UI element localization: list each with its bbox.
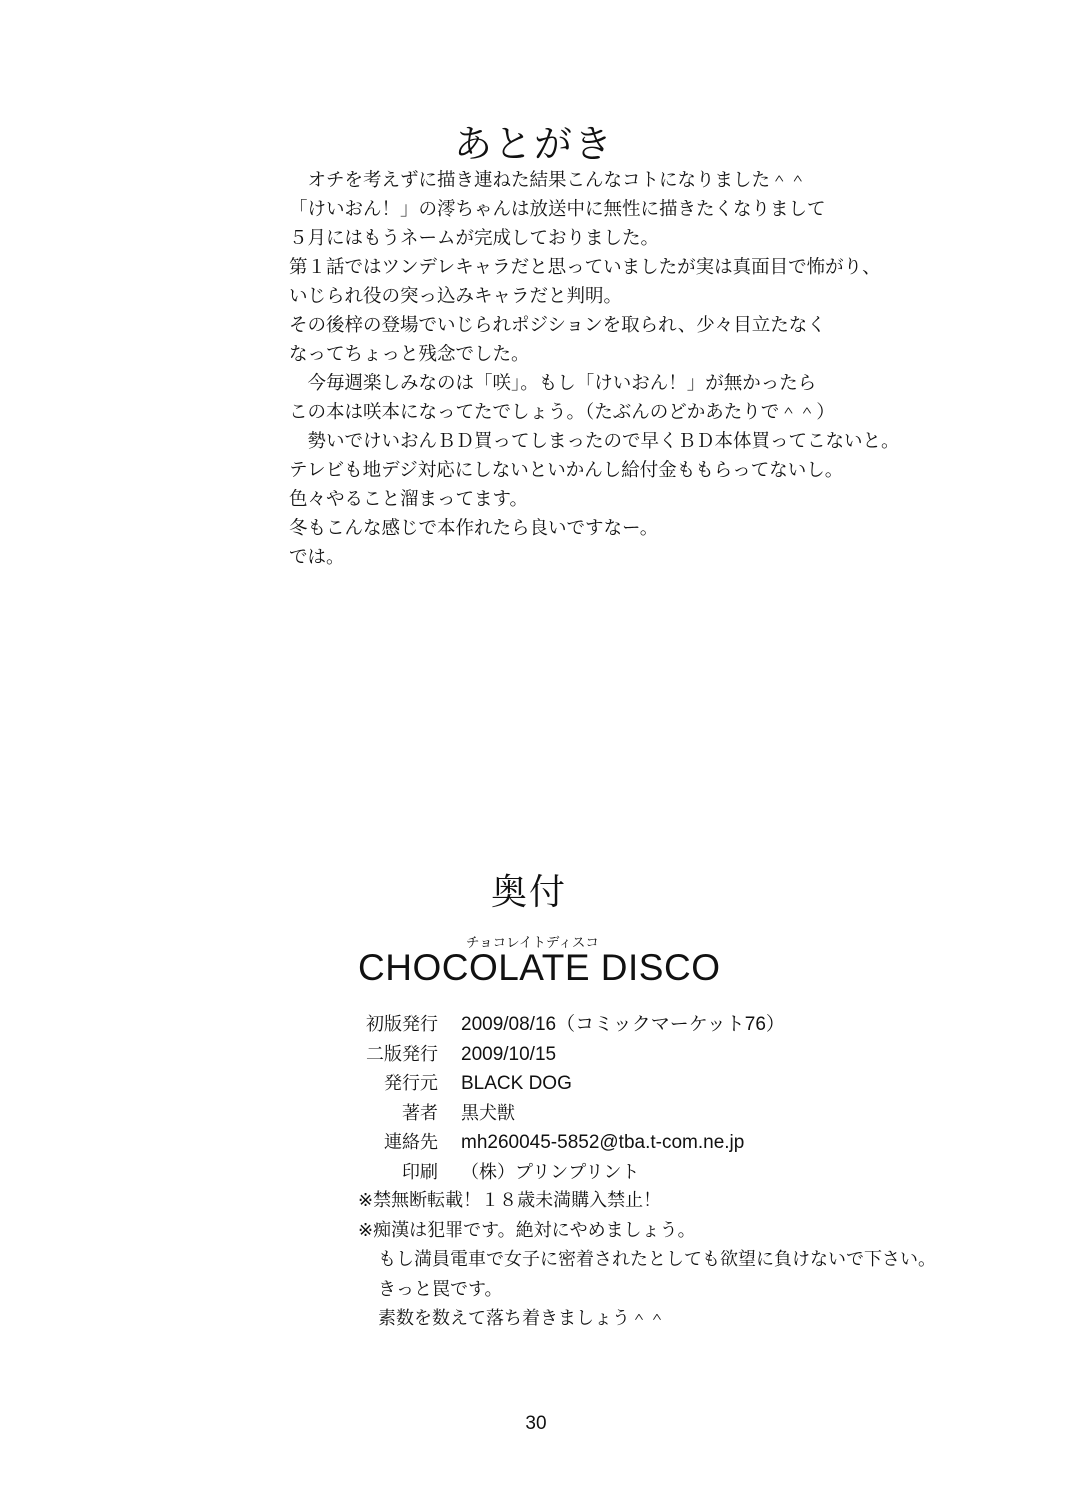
colophon-label: 初版発行	[366, 1014, 438, 1035]
colophon-label: 発行元	[384, 1073, 438, 1094]
colophon-table	[358, 1010, 785, 1187]
colophon-title: 奥付	[490, 872, 567, 913]
page-number: 30	[525, 1413, 547, 1434]
colophon-value: BLACK DOG	[461, 1073, 572, 1094]
note-line: 素数を数えて落ち着きましょう＾＾	[378, 1308, 666, 1329]
colophon-row-author	[358, 1099, 515, 1129]
book-title-ruby: チョコレイトディスコ	[466, 935, 599, 951]
afterword-line: 冬もこんな感じで本作れたら良いですなー。	[289, 518, 659, 539]
afterword-line: では。	[289, 547, 345, 568]
afterword-line: いじられ役の突っ込みキャラだと判明。	[289, 286, 623, 307]
colophon-value: mh260045-5852@tba.t-com.ne.jp	[461, 1132, 745, 1153]
colophon-value: 2009/08/16（コミックマーケット76）	[461, 1014, 785, 1035]
colophon-label: 印刷	[402, 1161, 438, 1183]
afterword-line: オチを考えずに描き連ねた結果こんなコトになりました＾＾	[289, 170, 808, 191]
colophon-notes	[358, 1186, 936, 1334]
note-line: もし満員電車で女子に密着されたとしても欲望に負けないで下さい。	[378, 1249, 936, 1270]
colophon-label: 二版発行	[366, 1043, 438, 1065]
note-line: ※痴漢は犯罪です。絶対にやめましょう。	[358, 1219, 696, 1241]
colophon-row-second-edition	[358, 1040, 557, 1070]
afterword-line: テレビも地デジ対応にしないといかんし給付金ももらってないし。	[289, 460, 844, 481]
afterword-line: なってちょっと残念でした。	[289, 344, 530, 365]
note-line: ※禁無断転載！１８歳未満購入禁止！	[358, 1190, 662, 1211]
afterword-line: 勢いでけいおんＢＤ買ってしまったので早くＢＤ本体買ってこないと。	[289, 431, 900, 452]
afterword-line: 今毎週楽しみなのは「咲」。もし「けいおん！」が無かったら	[289, 373, 817, 394]
colophon-label: 著者	[402, 1102, 438, 1124]
afterword-line: その後梓の登場でいじられポジションを取られ、少々目立たなく	[289, 315, 826, 336]
afterword-line: 「けいおん！」の澪ちゃんは放送中に無性に描きたくなりまして	[289, 199, 826, 220]
colophon-row-publisher	[358, 1069, 572, 1099]
note-line: きっと罠です。	[378, 1278, 503, 1300]
colophon-value: 2009/10/15	[461, 1043, 557, 1065]
afterword-line: 色々やること溜まってます。	[289, 489, 529, 510]
afterword-line: この本は咲本になってたでしょう。（たぶんのどかあたりで＾＾）	[289, 402, 835, 423]
colophon-value: （株）プリンプリント	[461, 1161, 640, 1183]
book-title: CHOCOLATE DISCO	[358, 947, 721, 988]
afterword-line: ５月にはもうネームが完成しておりました。	[289, 228, 660, 249]
afterword-line: 第１話ではツンデレキャラだと思っていましたが実は真面目で怖がり、	[289, 257, 881, 278]
afterword-title: あとがき	[453, 122, 614, 166]
colophon-label: 連絡先	[384, 1132, 438, 1153]
colophon-value: 黒犬獣	[461, 1102, 515, 1124]
afterword-body	[289, 166, 1009, 572]
colophon-row-printer	[358, 1158, 640, 1188]
colophon-row-first-edition	[358, 1010, 785, 1040]
colophon-row-contact	[358, 1128, 745, 1158]
